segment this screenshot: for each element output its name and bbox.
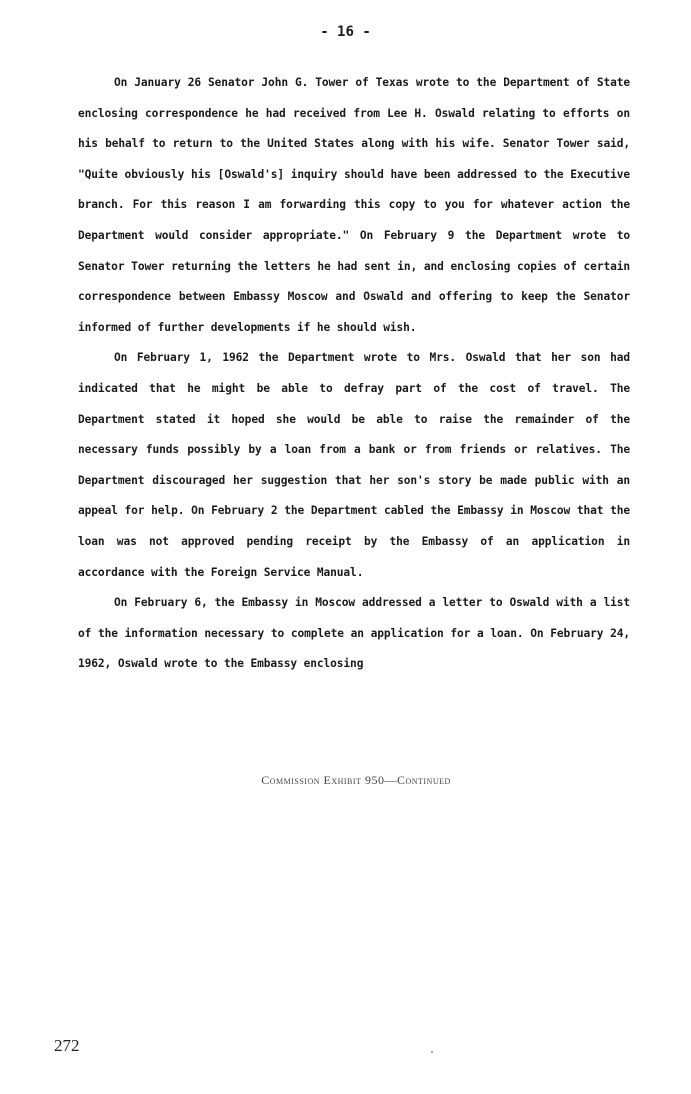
paragraph-senator-tower: On January 26 Senator John G. Tower of Texas wrote to the Department of State enclosing correspondence he had received from Lee H. Oswald relating to efforts on his behalf to return to the United States along with his wife. Senator Tower said, "Quite obviously his [Oswald's] inquiry should have been addressed to the Executive branch. For this reason I am forwarding this copy to you for whatever action the Department would consider appropriate." On February 9 the Department wrote to Senator Tower returning the letters he had sent in, and enclosing copies of certain correspondence between Embassy Moscow and Oswald and offering to keep the Senator informed of further developments if he should wish. (78, 76, 630, 334)
scan-speck (431, 1051, 433, 1053)
paragraph-mrs-oswald: On February 1, 1962 the Department wrote to Mrs. Oswald that her son had indicated that he might be able to defray part of the cost of travel. The Department stated it hoped she would be able to raise the remainder of the necessary funds possibly by a loan from a bank or from friends or relatives. The Department discouraged her suggestion that her son's story be made public with an appeal for help. On February 2 the Department cabled the Embassy in Moscow that the loan was not approved pending receipt by the Embassy of an application in accordance with the Foreign Service Manual. (78, 351, 630, 579)
paragraph-embassy-letter: On February 6, the Embassy in Moscow addressed a letter to Oswald with a list of the information necessary to complete an application for a loan. On February 24, 1962, Oswald wrote to the Embassy enclosing (78, 596, 630, 671)
exhibit-caption: Commission Exhibit 950—Continued (261, 773, 451, 787)
folio-number: 272 (54, 1036, 80, 1055)
page-number: - 16 - (320, 24, 371, 40)
body-text (78, 68, 630, 680)
